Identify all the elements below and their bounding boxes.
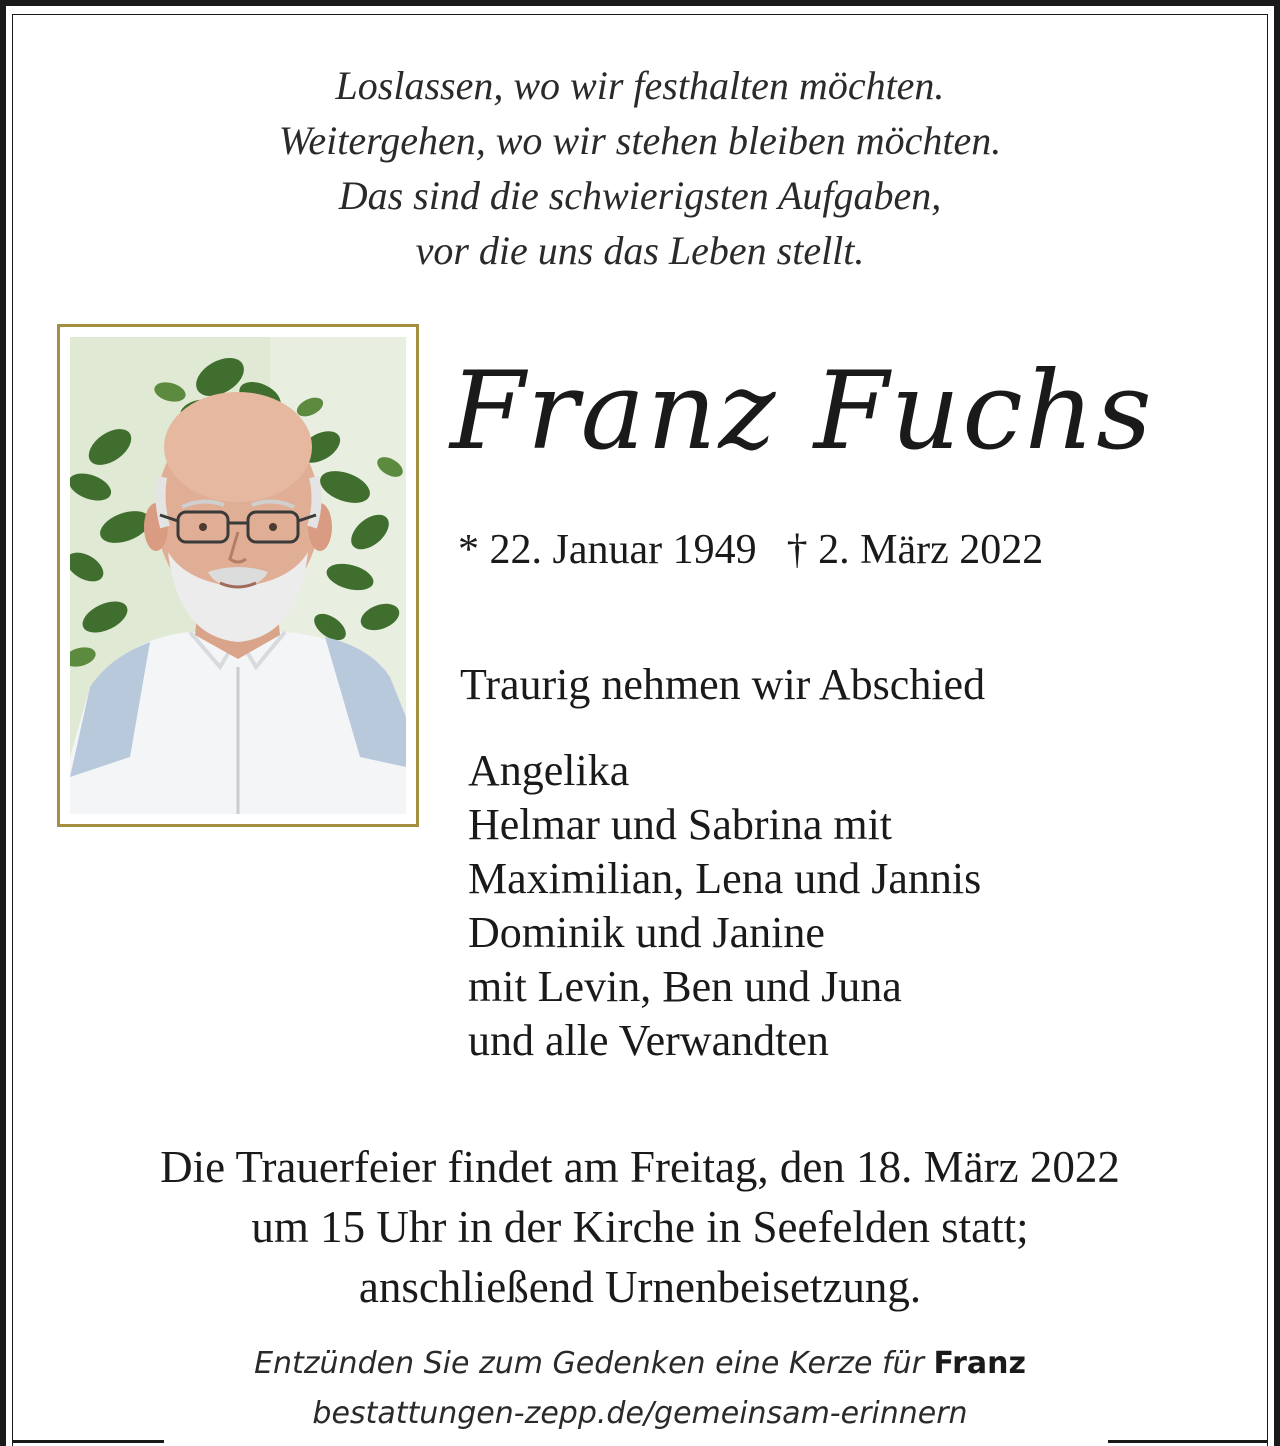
service-info: [0, 1137, 1280, 1317]
birth-date: * 22. Januar 1949: [458, 527, 757, 573]
candle-first-name: Franz: [933, 1346, 1026, 1381]
mourner-line: Angelika: [468, 746, 630, 795]
portrait-photo: [70, 337, 406, 814]
mourner-line: Helmar und Sabrina mit: [468, 800, 893, 849]
service-line: anschließend Urnenbeisetzung.: [358, 1262, 922, 1312]
portrait-frame: [57, 324, 419, 827]
poem-line: vor die uns das Leben stellt.: [415, 228, 865, 273]
poem-line: Loslassen, wo wir festhalten möchten.: [335, 63, 945, 108]
mourner-line: und alle Verwandten: [468, 1016, 829, 1065]
mourner-line: mit Levin, Ben und Juna: [468, 962, 902, 1011]
mourners-list: [468, 744, 981, 1068]
mourner-line: Dominik und Janine: [468, 908, 825, 957]
mourner-line: Maximilian, Lena und Jannis: [468, 854, 982, 903]
service-line: um 15 Uhr in der Kirche in Seefelden statt;: [251, 1202, 1029, 1252]
service-line: Die Trauerfeier findet am Freitag, den 18. März 2022: [160, 1142, 1120, 1192]
candle-notice: [0, 1342, 1280, 1386]
poem: [0, 58, 1280, 278]
farewell-text: Traurig nehmen wir Abschied: [460, 660, 986, 709]
poem-line: Das sind die schwierigsten Aufgaben,: [338, 173, 942, 218]
life-dates: [458, 525, 1043, 575]
candle-text: Entzünden Sie zum Gedenken eine Kerze für: [254, 1346, 934, 1381]
deceased-name: Franz Fuchs: [450, 349, 1154, 474]
bottom-rule-right: [1108, 1440, 1268, 1443]
death-date: † 2. März 2022: [786, 527, 1044, 573]
bottom-rule-left: [12, 1440, 164, 1443]
poem-line: Weitergehen, wo wir stehen bleiben möchten.: [278, 118, 1002, 163]
memorial-link[interactable]: bestattungen-zepp.de/gemeinsam-erinnern: [312, 1396, 968, 1431]
